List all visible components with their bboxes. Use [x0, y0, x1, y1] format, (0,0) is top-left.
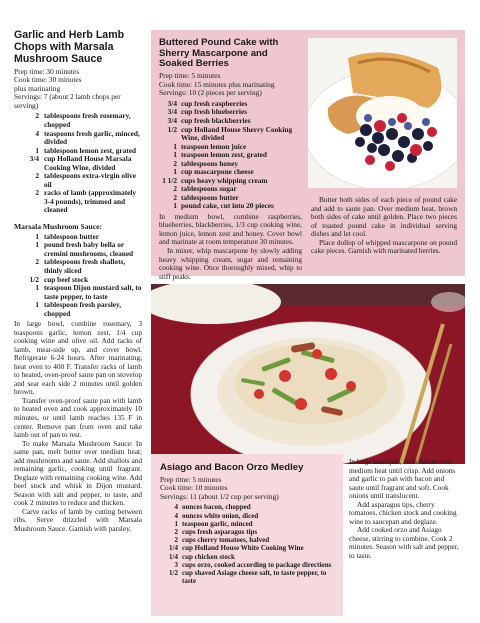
ingredient-item: 2 tablespoons extra-virgin olive oil [35, 171, 137, 189]
poundcake-recipe [151, 30, 465, 281]
ingredient-item: 1 pound fresh baby bella or cremini mushrooms, cleaned [35, 240, 134, 258]
ingredient-item: 3 cups orzo, cooked according to package directions [174, 560, 332, 569]
ingredient-item: 3/4 cup fresh raspberries [167, 98, 248, 108]
ingredient-item: 2 cups cherry tomatoes, halved [174, 536, 270, 545]
ingredient-item: 1/2 cup shaved Asiago cheese salt, to taste pepper, to taste [169, 568, 327, 586]
ingredient-item: 1 teaspoon Dijon mustard salt, to taste pepper, to taste [35, 283, 142, 301]
recipe-directions: In large saucepan, cook bacon over medium heat until crisp. Add onions and garlic to pan with bacon and saute until fragrant and soft. Cook onions until translucent. Add asparagus tips, cherry tomatoes, chicken stock and cooking wine to saucepan and deglaze. Add cooked orzo and Asiago cheese, stirring to combine. Cook 2 minutes. Season with salt and pepper, to taste. [349, 457, 459, 560]
orzo-recipe [151, 457, 465, 616]
ingredient-item: 1 teaspoon lemon juice [173, 141, 247, 151]
recipe-directions: In medium bowl, combine raspberries, blueberries, blackberries, 1/3 cup cooking wine, lemon juice, lemon zest and honey. Cover bowl and marinate at room temperature 30 minutes. In mixer, whip mascarpone by slowly adding heavy whipping cream, sugar and remaining cooking wine. Once thoroughly mixed, whip to stiff peaks. [159, 211, 302, 281]
ingredient-item: 4 ounces bacon, chopped [174, 503, 251, 512]
ingredient-item: 2 tablespoons sugar [173, 184, 237, 194]
recipe-title: Buttered Pound Cake with Sherry Mascarpone and Soaked Berries [159, 37, 279, 70]
recipe-meta: Prep time: 30 minutes Cook time: 30 minutes plus marinating Servings: 7 (about 2 lamb chops per serving) [14, 66, 121, 110]
ingredient-item: 1 tablespoon fresh parsley, chopped [35, 300, 122, 318]
recipe-directions-continued: Butter both sides of each piece of pound cake and add to saute pan. Over medium heat, brown both sides of cake until golden. Place two pieces of toasted pound cake in individual serving dishes and let cool. Place dollop of whipped mascarpone on pound cake pieces. Garnish with marinated berries. [311, 195, 457, 256]
ingredient-item: 1 cup mascarpone cheese [173, 167, 254, 177]
ingredient-item: 2 tablespoons butter [173, 192, 239, 202]
recipe-title: Garlic and Herb Lamb Chops with Marsala Mushroom Sauce [14, 29, 125, 65]
ingredient-item: 2 cups fresh asparagus tips [174, 528, 258, 537]
sauce-heading: Marsala Mushroom Sauce: [14, 221, 103, 231]
ingredient-item: 2 tablespoons honey [173, 158, 238, 168]
orzo-medley-photo [151, 284, 465, 464]
ingredient-item: 4 teaspoons fresh garlic, minced, divided [35, 128, 140, 147]
ingredient-item: 1/2 cup Holland House Sherry Cooking Wine, divided [167, 124, 293, 143]
ingredient-item: 2 racks of lamb (approximately 3-4 pounds), trimmed and cleaned [35, 188, 137, 215]
recipe-meta: Prep time: 5 minutes Cook time: 15 minutes plus marinating Servings: 10 (2 pieces per serving) [159, 71, 275, 98]
recipe-directions: In large bowl, combine rosemary, 3 teaspoons garlic, lemon zest, 1/4 cup cooking wine and olive oil. Add racks of lamb, meat-side up, and cover bowl. Refrigerate 6-24 hours. After marinating, heat oven to 400 F. Transfer racks of lamb to heated, oven-proof saute pan on stovetop and sear each side 2 minutes until golden brown. Transfer oven-proof saute pan with lamb to heated oven and cook approximately 10 minutes, or until lamb reaches 135 F in center. Remove pan from oven and take lamb out of pan to rest. To make Marsala Mushroom Sauce: In same pan, melt butter over medium heat; add mushrooms and saute. Add shallots and remaining garlic, cooking until fragrant. Deglaze with remaining cooking wine. Add beef stock and whisk in Dijon mustard. Season with salt and pepper, to taste, and cook 2 minutes to reduce and thicken. Carve racks of lamb by cutting between ribs. Serve drizzled with Marsala Mushroom Sauce. Garnish with parsley. [14, 319, 142, 533]
ingredient-item: 1 tablespoon lemon zest, grated [35, 145, 137, 155]
ingredient-item: 1/4 cup chicken stock [169, 552, 235, 561]
ingredient-list [159, 100, 302, 211]
orzo-dish-illustration [151, 284, 465, 464]
ingredient-item: 1 teaspoon lemon zest, grated [173, 150, 267, 160]
ingredient-item: 1 teaspoon garlic, minced [174, 519, 253, 528]
ingredient-item: 1 pound cake, cut into 20 pieces [173, 201, 274, 211]
sauce-ingredient-list [14, 233, 142, 318]
orzo-ingredients-card [151, 454, 343, 616]
ingredient-item: 1 tablespoon butter [35, 231, 99, 241]
ingredient-item: 1/2 cup beef stock [29, 274, 89, 284]
ingredient-item: 3/4 cup fresh blackberries [167, 116, 251, 125]
recipe-meta: Prep time: 5 minutes Cook time: 10 minutes Servings: 11 (about 1/2 cup per serving) [160, 474, 279, 501]
ingredient-list [160, 503, 338, 585]
berries-poundcake-photo [308, 38, 457, 188]
ingredient-item: 4 ounces white onion, diced [174, 511, 259, 520]
ingredient-item: 1/4 cup Holland House White Cooking Wine [169, 544, 304, 553]
ingredient-list [14, 112, 142, 214]
berries-dessert-illustration [308, 38, 457, 188]
recipe-title: Asiago and Bacon Orzo Medley [160, 462, 304, 473]
ingredient-item: 2 tablespoons fresh shallots, thinly sliced [35, 257, 126, 275]
ingredient-item: 3/4 cup Holland House Marsala Cooking Wine, divided [29, 154, 132, 172]
ingredient-item: 1 1/2 cups heavy whipping cream [162, 175, 268, 185]
lamb-recipe [14, 30, 142, 533]
ingredient-item: 2 tablespoons fresh rosemary, chopped [35, 111, 131, 129]
ingredient-item: 3/4 cup fresh blueberries [167, 107, 247, 117]
